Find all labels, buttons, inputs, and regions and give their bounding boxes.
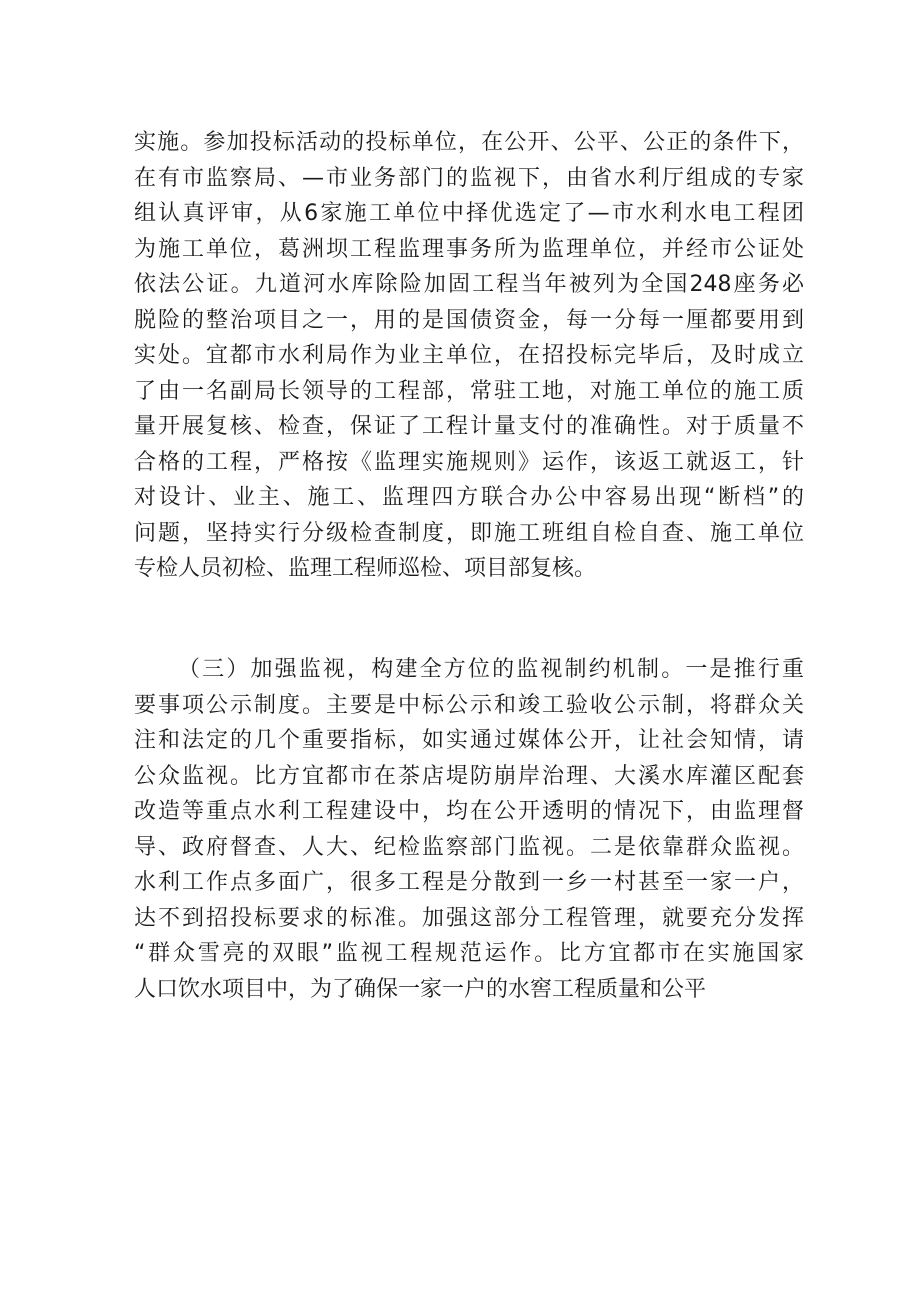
text-line: 导、政府督查、人大、纪检监察部门监视。二是依靠群众监视。 (134, 834, 804, 860)
text-line: 人口饮水项目中，为了确保一家一户的水窖工程质量和公平 (134, 976, 707, 1002)
text-line: 专检人员初检、监理工程师巡检、项目部复核。 (134, 556, 597, 581)
text-line: 合格的工程，严格按《监理实施规则》运作，该返工就返工，针 (134, 449, 804, 475)
text-line: “群众雪亮的双眼”监视工程规范运作。比方宜都市在实施国家 (134, 941, 804, 966)
text-line: 问题，坚持实行分级检查制度，即施工班组自检自查、施工单位 (134, 520, 804, 546)
section-heading-line: （三）加强监视，构建全方位的监视制约机制。一是推行重 (178, 657, 804, 682)
text-line: 注和法定的几个重要指标，如实通过媒体公开，让社会知情，请 (134, 728, 804, 753)
paragraph-section-three (134, 652, 804, 1007)
text-line: 要事项公示制度。主要是中标公示和竣工验收公示制，将群众关 (134, 692, 804, 718)
text-line: 公众监视。比方宜都市在茶店堤防崩岸治理、大溪水库灌区配套 (134, 763, 804, 789)
text-line: 对设计、业主、施工、监理四方联合办公中容易出现“断档”的 (134, 485, 804, 510)
text-line: 了由一名副局长领导的工程部，常驻工地，对施工单位的施工质 (134, 378, 804, 404)
text-line: 组认真评审，从6家施工单位中择优选定了—市水利水电工程团 (134, 201, 804, 226)
paragraph-bidding-supervision (134, 125, 804, 587)
text-line: 水利工作点多面广，很多工程是分散到一乡一村甚至一家一户， (134, 870, 804, 895)
text-line: 实施。参加投标活动的投标单位，在公开、公平、公正的条件下， (134, 130, 804, 155)
text-line: 改造等重点水利工程建设中，均在公开透明的情况下，由监理督 (134, 799, 804, 824)
text-line: 达不到招投标要求的标准。加强这部分工程管理，就要充分发挥 (134, 905, 804, 931)
text-line: 实处。宜都市水利局作为业主单位，在招投标完毕后，及时成立 (134, 343, 804, 368)
text-line: 依法公证。九道河水库除险加固工程当年被列为全国248座务必 (134, 272, 804, 297)
text-line: 脱险的整治项目之一，用的是国债资金，每一分每一厘都要用到 (134, 307, 804, 333)
text-line: 为施工单位，葛洲坝工程监理事务所为监理单位，并经市公证处 (134, 236, 804, 262)
text-line: 量开展复核、检查，保证了工程计量支付的准确性。对于质量不 (134, 414, 804, 439)
text-line: 在有市监察局、—市业务部门的监视下，由省水利厅组成的专家 (134, 165, 804, 191)
